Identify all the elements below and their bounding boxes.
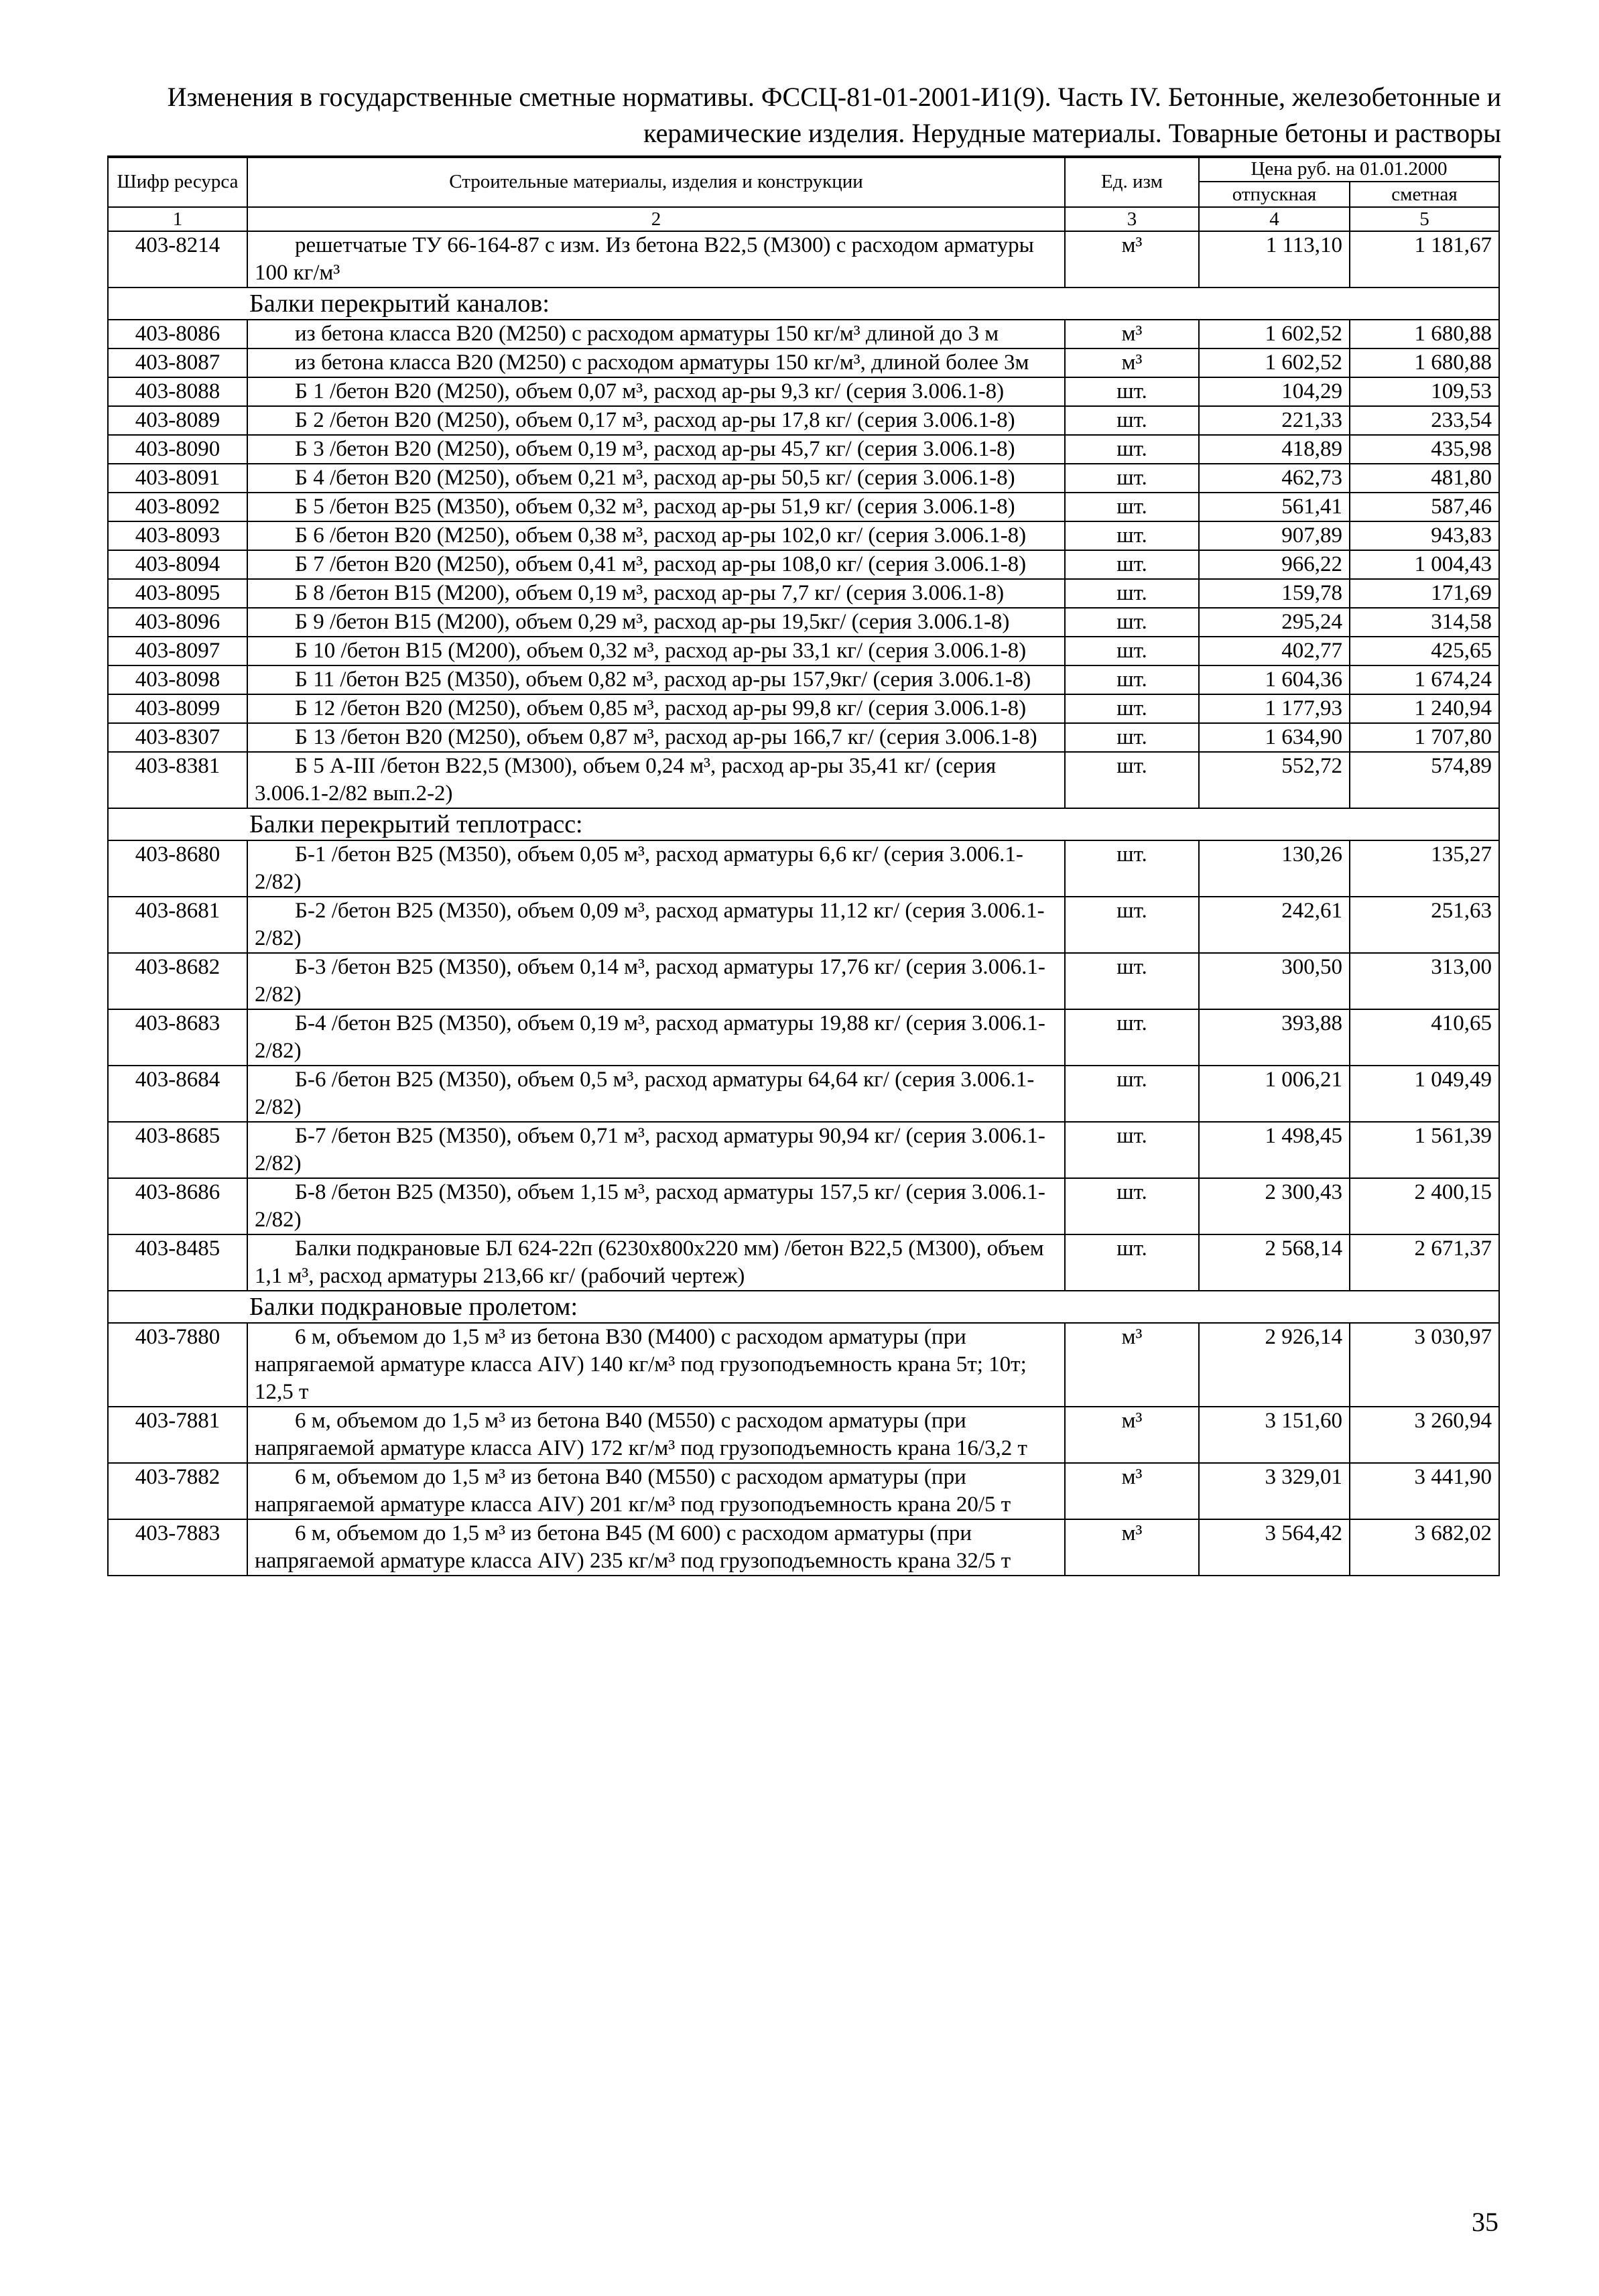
price-estimate: 2 671,37: [1350, 1234, 1499, 1291]
resource-name-text: решетчатые ТУ 66-164-87 с изм. Из бетона В22,5 (М300) с расходом арматуры 100 кг/м³: [255, 233, 1034, 285]
table-row: [108, 1066, 1499, 1122]
price-release: 552,72: [1199, 752, 1350, 808]
price-estimate: 425,65: [1350, 637, 1499, 665]
table-row: [108, 579, 1499, 608]
resource-code: 403-8381: [108, 752, 247, 808]
resource-code: 403-8090: [108, 435, 247, 464]
resource-code: 403-8097: [108, 637, 247, 665]
resource-name-text: Б-2 /бетон В25 (М350), объем 0,09 м³, расход арматуры 11,12 кг/ (серия 3.006.1-2/82): [255, 899, 1045, 950]
table-row: [108, 840, 1499, 897]
resource-name: [247, 723, 1065, 752]
price-estimate: 251,63: [1350, 897, 1499, 953]
resource-name: [247, 435, 1065, 464]
resource-name: [247, 521, 1065, 550]
resource-code: 403-7882: [108, 1463, 247, 1519]
table-row: [108, 348, 1499, 377]
unit-cell: шт.: [1065, 521, 1199, 550]
price-estimate: 1 561,39: [1350, 1122, 1499, 1178]
resource-name: [247, 348, 1065, 377]
resource-name-text: Б-6 /бетон В25 (М350), объем 0,5 м³, расход арматуры 64,64 кг/ (серия 3.006.1-2/82): [255, 1068, 1035, 1119]
resource-name: [247, 1122, 1065, 1178]
resource-code: 403-8684: [108, 1066, 247, 1122]
resource-name: [247, 231, 1065, 288]
table-row: [108, 1234, 1499, 1291]
table-row: [108, 1009, 1499, 1066]
price-estimate: 574,89: [1350, 752, 1499, 808]
resource-code: 403-8092: [108, 493, 247, 521]
resource-name: [247, 579, 1065, 608]
price-release: 907,89: [1199, 521, 1350, 550]
table-row: [108, 1323, 1499, 1407]
price-release: 1 006,21: [1199, 1066, 1350, 1122]
price-release: 242,61: [1199, 897, 1350, 953]
resource-name-text: Б 9 /бетон В15 (М200), объем 0,29 м³, расход ар-ры 19,5кг/ (серия 3.006.1-8): [295, 610, 1010, 634]
table-row: [108, 320, 1499, 348]
price-estimate: 3 682,02: [1350, 1519, 1499, 1576]
table-row: [108, 1178, 1499, 1234]
resource-name-text: Б 3 /бетон В20 (М250), объем 0,19 м³, расход ар-ры 45,7 кг/ (серия 3.006.1-8): [295, 437, 1015, 461]
col-number: 2: [247, 207, 1065, 231]
price-release: 1 113,10: [1199, 231, 1350, 288]
resource-name-text: Б 6 /бетон В20 (М250), объем 0,38 м³, расход ар-ры 102,0 кг/ (серия 3.006.1-8): [295, 523, 1027, 548]
resource-code: 403-8087: [108, 348, 247, 377]
resource-code: 403-8485: [108, 1234, 247, 1291]
col-number: 5: [1350, 207, 1499, 231]
price-release: 462,73: [1199, 464, 1350, 493]
col-header-name: Строительные материалы, изделия и конструкции: [247, 156, 1065, 207]
price-estimate: 171,69: [1350, 579, 1499, 608]
section-row: [108, 808, 1499, 840]
resource-name: [247, 464, 1065, 493]
unit-cell: шт.: [1065, 723, 1199, 752]
resource-code: 403-8093: [108, 521, 247, 550]
resource-code: 403-8683: [108, 1009, 247, 1066]
resource-name-text: Б-1 /бетон В25 (М350), объем 0,05 м³, расход арматуры 6,6 кг/ (серия 3.006.1-2/82): [255, 842, 1023, 894]
unit-cell: шт.: [1065, 840, 1199, 897]
resource-name-text: Балки подкрановые БЛ 624-22п (6230х800х220 мм) /бетон В22,5 (М300), объем 1,1 м³, расход арматуры 213,66 кг/ (рабочий чертеж): [255, 1236, 1044, 1288]
resource-name-text: Б 2 /бетон В20 (М250), объем 0,17 м³, расход ар-ры 17,8 кг/ (серия 3.006.1-8): [295, 408, 1015, 432]
table-row: [108, 464, 1499, 493]
price-release: 104,29: [1199, 377, 1350, 406]
price-estimate: 109,53: [1350, 377, 1499, 406]
table-row: [108, 1122, 1499, 1178]
unit-cell: шт.: [1065, 608, 1199, 637]
unit-cell: шт.: [1065, 550, 1199, 579]
unit-cell: шт.: [1065, 665, 1199, 694]
price-release: 2 926,14: [1199, 1323, 1350, 1407]
unit-cell: шт.: [1065, 1009, 1199, 1066]
price-estimate: 1 181,67: [1350, 231, 1499, 288]
price-release: 2 300,43: [1199, 1178, 1350, 1234]
unit-cell: шт.: [1065, 435, 1199, 464]
resource-name-text: Б 4 /бетон В20 (М250), объем 0,21 м³, расход ар-ры 50,5 кг/ (серия 3.006.1-8): [295, 466, 1015, 490]
price-estimate: 135,27: [1350, 840, 1499, 897]
resource-code: 403-8099: [108, 694, 247, 723]
price-estimate: 3 260,94: [1350, 1407, 1499, 1463]
price-estimate: 1 240,94: [1350, 694, 1499, 723]
table-row: [108, 231, 1499, 288]
table-row: [108, 406, 1499, 435]
section-title: Балки перекрытий теплотрасс:: [108, 808, 1499, 840]
resource-name-text: Б 13 /бетон В20 (М250), объем 0,87 м³, расход ар-ры 166,7 кг/ (серия 3.006.1-8): [295, 725, 1037, 749]
price-estimate: 481,80: [1350, 464, 1499, 493]
price-release: 3 151,60: [1199, 1407, 1350, 1463]
resource-name-text: Б-7 /бетон В25 (М350), объем 0,71 м³, расход арматуры 90,94 кг/ (серия 3.006.1-2/82): [255, 1124, 1045, 1175]
price-estimate: 233,54: [1350, 406, 1499, 435]
unit-cell: шт.: [1065, 752, 1199, 808]
section-row: [108, 288, 1499, 320]
price-estimate: 1 049,49: [1350, 1066, 1499, 1122]
resource-name: [247, 1234, 1065, 1291]
resource-name-text: Б 11 /бетон В25 (М350), объем 0,82 м³, расход ар-ры 157,9кг/ (серия 3.006.1-8): [295, 667, 1031, 692]
resource-name: [247, 377, 1065, 406]
resource-name: [247, 694, 1065, 723]
price-release: 300,50: [1199, 953, 1350, 1009]
price-estimate: 1 004,43: [1350, 550, 1499, 579]
price-release: 159,78: [1199, 579, 1350, 608]
unit-cell: шт.: [1065, 579, 1199, 608]
table-row: [108, 665, 1499, 694]
resource-name-text: из бетона класса В20 (М250) с расходом арматуры 150 кг/м³, длиной более 3м: [295, 350, 1029, 375]
page-header: [107, 79, 1501, 158]
resource-code: 403-8681: [108, 897, 247, 953]
unit-cell: м³: [1065, 1519, 1199, 1576]
price-estimate: 435,98: [1350, 435, 1499, 464]
header-line-2: керамические изделия. Нерудные материалы. Товарные бетоны и растворы: [643, 118, 1501, 148]
resource-name-text: из бетона класса В20 (М250) с расходом арматуры 150 кг/м³ длиной до 3 м: [295, 322, 999, 346]
unit-cell: шт.: [1065, 637, 1199, 665]
table-row: [108, 897, 1499, 953]
resource-code: 403-7881: [108, 1407, 247, 1463]
resource-name-text: 6 м, объемом до 1,5 м³ из бетона В30 (М400) с расходом арматуры (при напрягаемой арматуре класса АIV) 140 кг/м³ под грузоподъемность крана 5т; 10т; 12,5 т: [255, 1325, 1027, 1404]
table-row: [108, 1519, 1499, 1576]
col-number: 3: [1065, 207, 1199, 231]
table-row: [108, 637, 1499, 665]
resource-name: [247, 1178, 1065, 1234]
resource-name: [247, 550, 1065, 579]
resource-name-text: Б 12 /бетон В20 (М250), объем 0,85 м³, расход ар-ры 99,8 кг/ (серия 3.006.1-8): [295, 696, 1027, 720]
unit-cell: м³: [1065, 1463, 1199, 1519]
table-row: [108, 608, 1499, 637]
col-header-unit: Ед. изм: [1065, 156, 1199, 207]
table-row: [108, 493, 1499, 521]
price-release: 1 177,93: [1199, 694, 1350, 723]
resource-name: [247, 752, 1065, 808]
resource-code: 403-8686: [108, 1178, 247, 1234]
price-release: 3 564,42: [1199, 1519, 1350, 1576]
price-estimate: 1 674,24: [1350, 665, 1499, 694]
price-estimate: 1 680,88: [1350, 348, 1499, 377]
page-number: 35: [1472, 2207, 1498, 2237]
unit-cell: шт.: [1065, 1066, 1199, 1122]
resource-name-text: Б 1 /бетон В20 (М250), объем 0,07 м³, расход ар-ры 9,3 кг/ (серия 3.006.1-8): [295, 379, 1005, 403]
resource-name: [247, 406, 1065, 435]
price-release: 1 602,52: [1199, 320, 1350, 348]
header-line-1: Изменения в государственные сметные нормативы. ФССЦ-81-01-2001-И1(9). Часть IV. Бетонные, железобетонные и: [167, 82, 1501, 112]
resource-name: [247, 1407, 1065, 1463]
table-row: [108, 1463, 1499, 1519]
section-title: Балки подкрановые пролетом:: [108, 1291, 1499, 1323]
resource-code: 403-7880: [108, 1323, 247, 1407]
price-estimate: 1 707,80: [1350, 723, 1499, 752]
resource-code: 403-8091: [108, 464, 247, 493]
section-title: Балки перекрытий каналов:: [108, 288, 1499, 320]
unit-cell: шт.: [1065, 1122, 1199, 1178]
col-number: 1: [108, 207, 247, 231]
price-table: [107, 155, 1500, 1576]
table-row: [108, 752, 1499, 808]
unit-cell: шт.: [1065, 694, 1199, 723]
unit-cell: шт.: [1065, 406, 1199, 435]
price-release: 1 634,90: [1199, 723, 1350, 752]
resource-name: [247, 493, 1065, 521]
unit-cell: м³: [1065, 320, 1199, 348]
resource-name: [247, 1323, 1065, 1407]
price-release: 393,88: [1199, 1009, 1350, 1066]
resource-name-text: 6 м, объемом до 1,5 м³ из бетона В40 (М550) с расходом арматуры (при напрягаемой арматуре класса АIV) 201 кг/м³ под грузоподъемность крана 20/5 т: [255, 1465, 1011, 1517]
resource-name: [247, 665, 1065, 694]
resource-name: [247, 897, 1065, 953]
resource-code: 403-8088: [108, 377, 247, 406]
price-release: 966,22: [1199, 550, 1350, 579]
col-header-release: отпускная: [1199, 182, 1350, 207]
resource-code: 403-8214: [108, 231, 247, 288]
price-release: 402,77: [1199, 637, 1350, 665]
table-body: [108, 231, 1499, 1576]
resource-name-text: Б 5 А-III /бетон В22,5 (М300), объем 0,24 м³, расход ар-ры 35,41 кг/ (серия 3.006.1-2/82 вып.2-2): [255, 754, 997, 806]
price-release: 418,89: [1199, 435, 1350, 464]
price-release: 221,33: [1199, 406, 1350, 435]
resource-name-text: Б 7 /бетон В20 (М250), объем 0,41 м³, расход ар-ры 108,0 кг/ (серия 3.006.1-8): [295, 552, 1027, 576]
resource-name: [247, 840, 1065, 897]
resource-code: 403-8680: [108, 840, 247, 897]
resource-code: 403-8096: [108, 608, 247, 637]
price-release: 1 604,36: [1199, 665, 1350, 694]
table-row: [108, 521, 1499, 550]
resource-name-text: 6 м, объемом до 1,5 м³ из бетона В45 (М 600) с расходом арматуры (при напрягаемой арматуре класса АIV) 235 кг/м³ под грузоподъемность крана 32/5 т: [255, 1521, 1011, 1573]
price-estimate: 587,46: [1350, 493, 1499, 521]
col-header-estimate: сметная: [1350, 182, 1499, 207]
unit-cell: м³: [1065, 348, 1199, 377]
resource-name: [247, 637, 1065, 665]
resource-name-text: Б-3 /бетон В25 (М350), объем 0,14 м³, расход арматуры 17,76 кг/ (серия 3.006.1-2/82): [255, 955, 1045, 1007]
unit-cell: шт.: [1065, 1178, 1199, 1234]
col-header-price-group: Цена руб. на 01.01.2000: [1199, 156, 1499, 182]
price-estimate: 410,65: [1350, 1009, 1499, 1066]
price-estimate: 3 030,97: [1350, 1323, 1499, 1407]
table-row: [108, 550, 1499, 579]
unit-cell: м³: [1065, 231, 1199, 288]
price-estimate: 1 680,88: [1350, 320, 1499, 348]
resource-name-text: Б 8 /бетон В15 (М200), объем 0,19 м³, расход ар-ры 7,7 кг/ (серия 3.006.1-8): [295, 581, 1005, 605]
resource-code: 403-8095: [108, 579, 247, 608]
price-release: 2 568,14: [1199, 1234, 1350, 1291]
resource-name: [247, 320, 1065, 348]
resource-code: 403-7883: [108, 1519, 247, 1576]
resource-name: [247, 953, 1065, 1009]
price-release: 3 329,01: [1199, 1463, 1350, 1519]
price-release: 1 498,45: [1199, 1122, 1350, 1178]
table-row: [108, 377, 1499, 406]
section-row: [108, 1291, 1499, 1323]
resource-name-text: Б-8 /бетон В25 (М350), объем 1,15 м³, расход арматуры 157,5 кг/ (серия 3.006.1-2/82): [255, 1180, 1045, 1232]
unit-cell: шт.: [1065, 464, 1199, 493]
resource-code: 403-8086: [108, 320, 247, 348]
resource-name-text: 6 м, объемом до 1,5 м³ из бетона В40 (М550) с расходом арматуры (при напрягаемой арматуре класса АIV) 172 кг/м³ под грузоподъемность крана 16/3,2 т: [255, 1409, 1027, 1460]
resource-name-text: Б-4 /бетон В25 (М350), объем 0,19 м³, расход арматуры 19,88 кг/ (серия 3.006.1-2/82): [255, 1011, 1045, 1063]
unit-cell: шт.: [1065, 377, 1199, 406]
price-estimate: 313,00: [1350, 953, 1499, 1009]
price-release: 1 602,52: [1199, 348, 1350, 377]
resource-code: 403-8089: [108, 406, 247, 435]
resource-name: [247, 608, 1065, 637]
resource-code: 403-8682: [108, 953, 247, 1009]
table-row: [108, 723, 1499, 752]
resource-name-text: Б 5 /бетон В25 (М350), объем 0,32 м³, расход ар-ры 51,9 кг/ (серия 3.006.1-8): [295, 495, 1015, 519]
price-release: 130,26: [1199, 840, 1350, 897]
col-number: 4: [1199, 207, 1350, 231]
col-header-code: Шифр ресурса: [108, 156, 247, 207]
resource-code: 403-8307: [108, 723, 247, 752]
price-estimate: 314,58: [1350, 608, 1499, 637]
price-estimate: 2 400,15: [1350, 1178, 1499, 1234]
resource-code: 403-8098: [108, 665, 247, 694]
unit-cell: м³: [1065, 1407, 1199, 1463]
unit-cell: шт.: [1065, 897, 1199, 953]
price-estimate: 3 441,90: [1350, 1463, 1499, 1519]
resource-name: [247, 1463, 1065, 1519]
table-row: [108, 953, 1499, 1009]
table-row: [108, 435, 1499, 464]
unit-cell: шт.: [1065, 1234, 1199, 1291]
unit-cell: шт.: [1065, 493, 1199, 521]
resource-code: 403-8685: [108, 1122, 247, 1178]
price-estimate: 943,83: [1350, 521, 1499, 550]
resource-name: [247, 1066, 1065, 1122]
price-release: 295,24: [1199, 608, 1350, 637]
resource-name: [247, 1009, 1065, 1066]
unit-cell: м³: [1065, 1323, 1199, 1407]
resource-name: [247, 1519, 1065, 1576]
resource-name-text: Б 10 /бетон В15 (М200), объем 0,32 м³, расход ар-ры 33,1 кг/ (серия 3.006.1-8): [295, 639, 1027, 663]
unit-cell: шт.: [1065, 953, 1199, 1009]
table-row: [108, 1407, 1499, 1463]
table-row: [108, 694, 1499, 723]
resource-code: 403-8094: [108, 550, 247, 579]
price-release: 561,41: [1199, 493, 1350, 521]
